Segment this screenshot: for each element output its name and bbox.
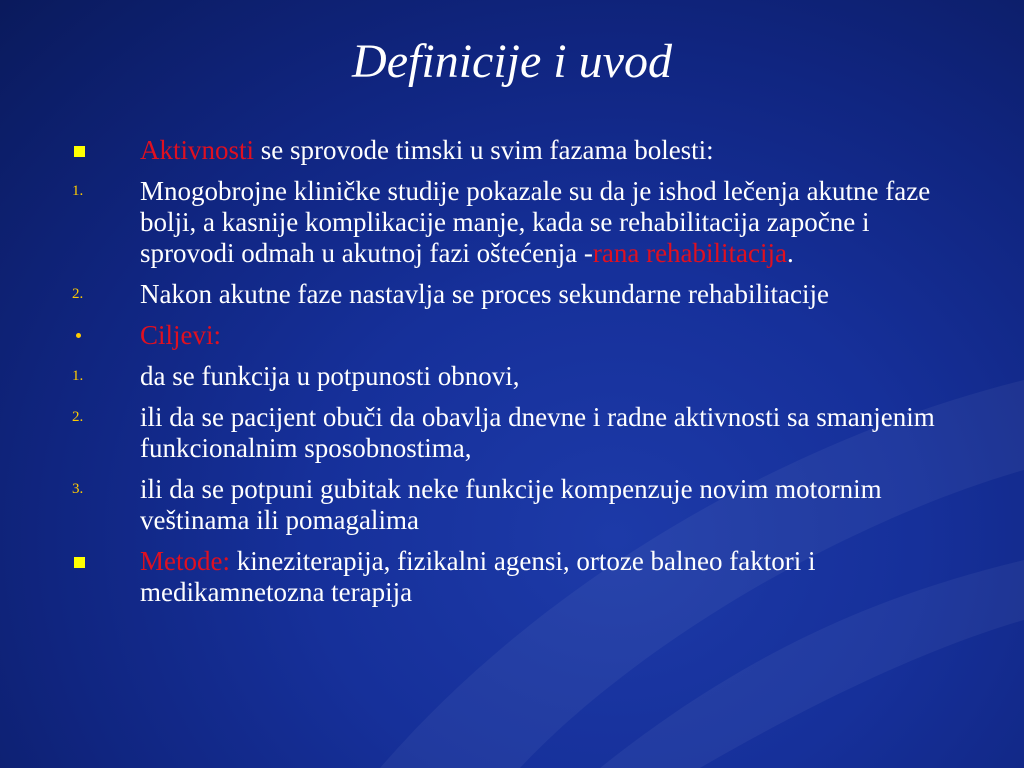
item-tail: . xyxy=(787,238,794,268)
item-text: ili da se potpuni gubitak neke funkcije kompenzuje novim motornim veštinama ili pomagalima xyxy=(140,474,882,535)
item-number: 3. xyxy=(72,481,84,497)
item-lead: Ciljevi: xyxy=(140,320,221,350)
item-number: 2. xyxy=(72,409,84,425)
list-item xyxy=(60,176,960,269)
item-text: kineziterapija, fizikalni agensi, ortoze balneo faktori i medikamnetozna terapija xyxy=(140,546,816,607)
item-text: Mnogobrojne kliničke studije pokazale su da je ishod lečenja akutne faze bolji, a kasnije komplikacije manje, kada se rehabilitacija započne i sprovodi odmah u akutnoj fazi oštećenja - xyxy=(140,176,931,268)
bullet-list xyxy=(60,135,960,618)
list-item xyxy=(60,546,960,608)
item-text: se sprovode timski u svim fazama bolesti: xyxy=(254,135,714,165)
list-item xyxy=(60,402,960,464)
item-number: 1. xyxy=(72,368,84,384)
list-item xyxy=(60,474,960,536)
list-item xyxy=(60,320,960,351)
item-text: Nakon akutne faze nastavlja se proces sekundarne rehabilitacije xyxy=(140,279,829,309)
list-item xyxy=(60,279,960,310)
item-number: 1. xyxy=(72,183,84,199)
slide-title: Definicije i uvod xyxy=(352,35,672,88)
list-item xyxy=(60,361,960,392)
item-number: 2. xyxy=(72,286,84,302)
item-lead: Aktivnosti xyxy=(140,135,255,165)
item-lead: Metode: xyxy=(140,546,230,576)
list-item xyxy=(60,135,960,166)
item-text: da se funkcija u potpunosti obnovi, xyxy=(140,361,520,391)
item-text: ili da se pacijent obuči da obavlja dnevne i radne aktivnosti sa smanjenim funkcionalnim sposobnostima, xyxy=(140,402,935,463)
item-emphasis: rana rehabilitacija xyxy=(592,238,788,268)
